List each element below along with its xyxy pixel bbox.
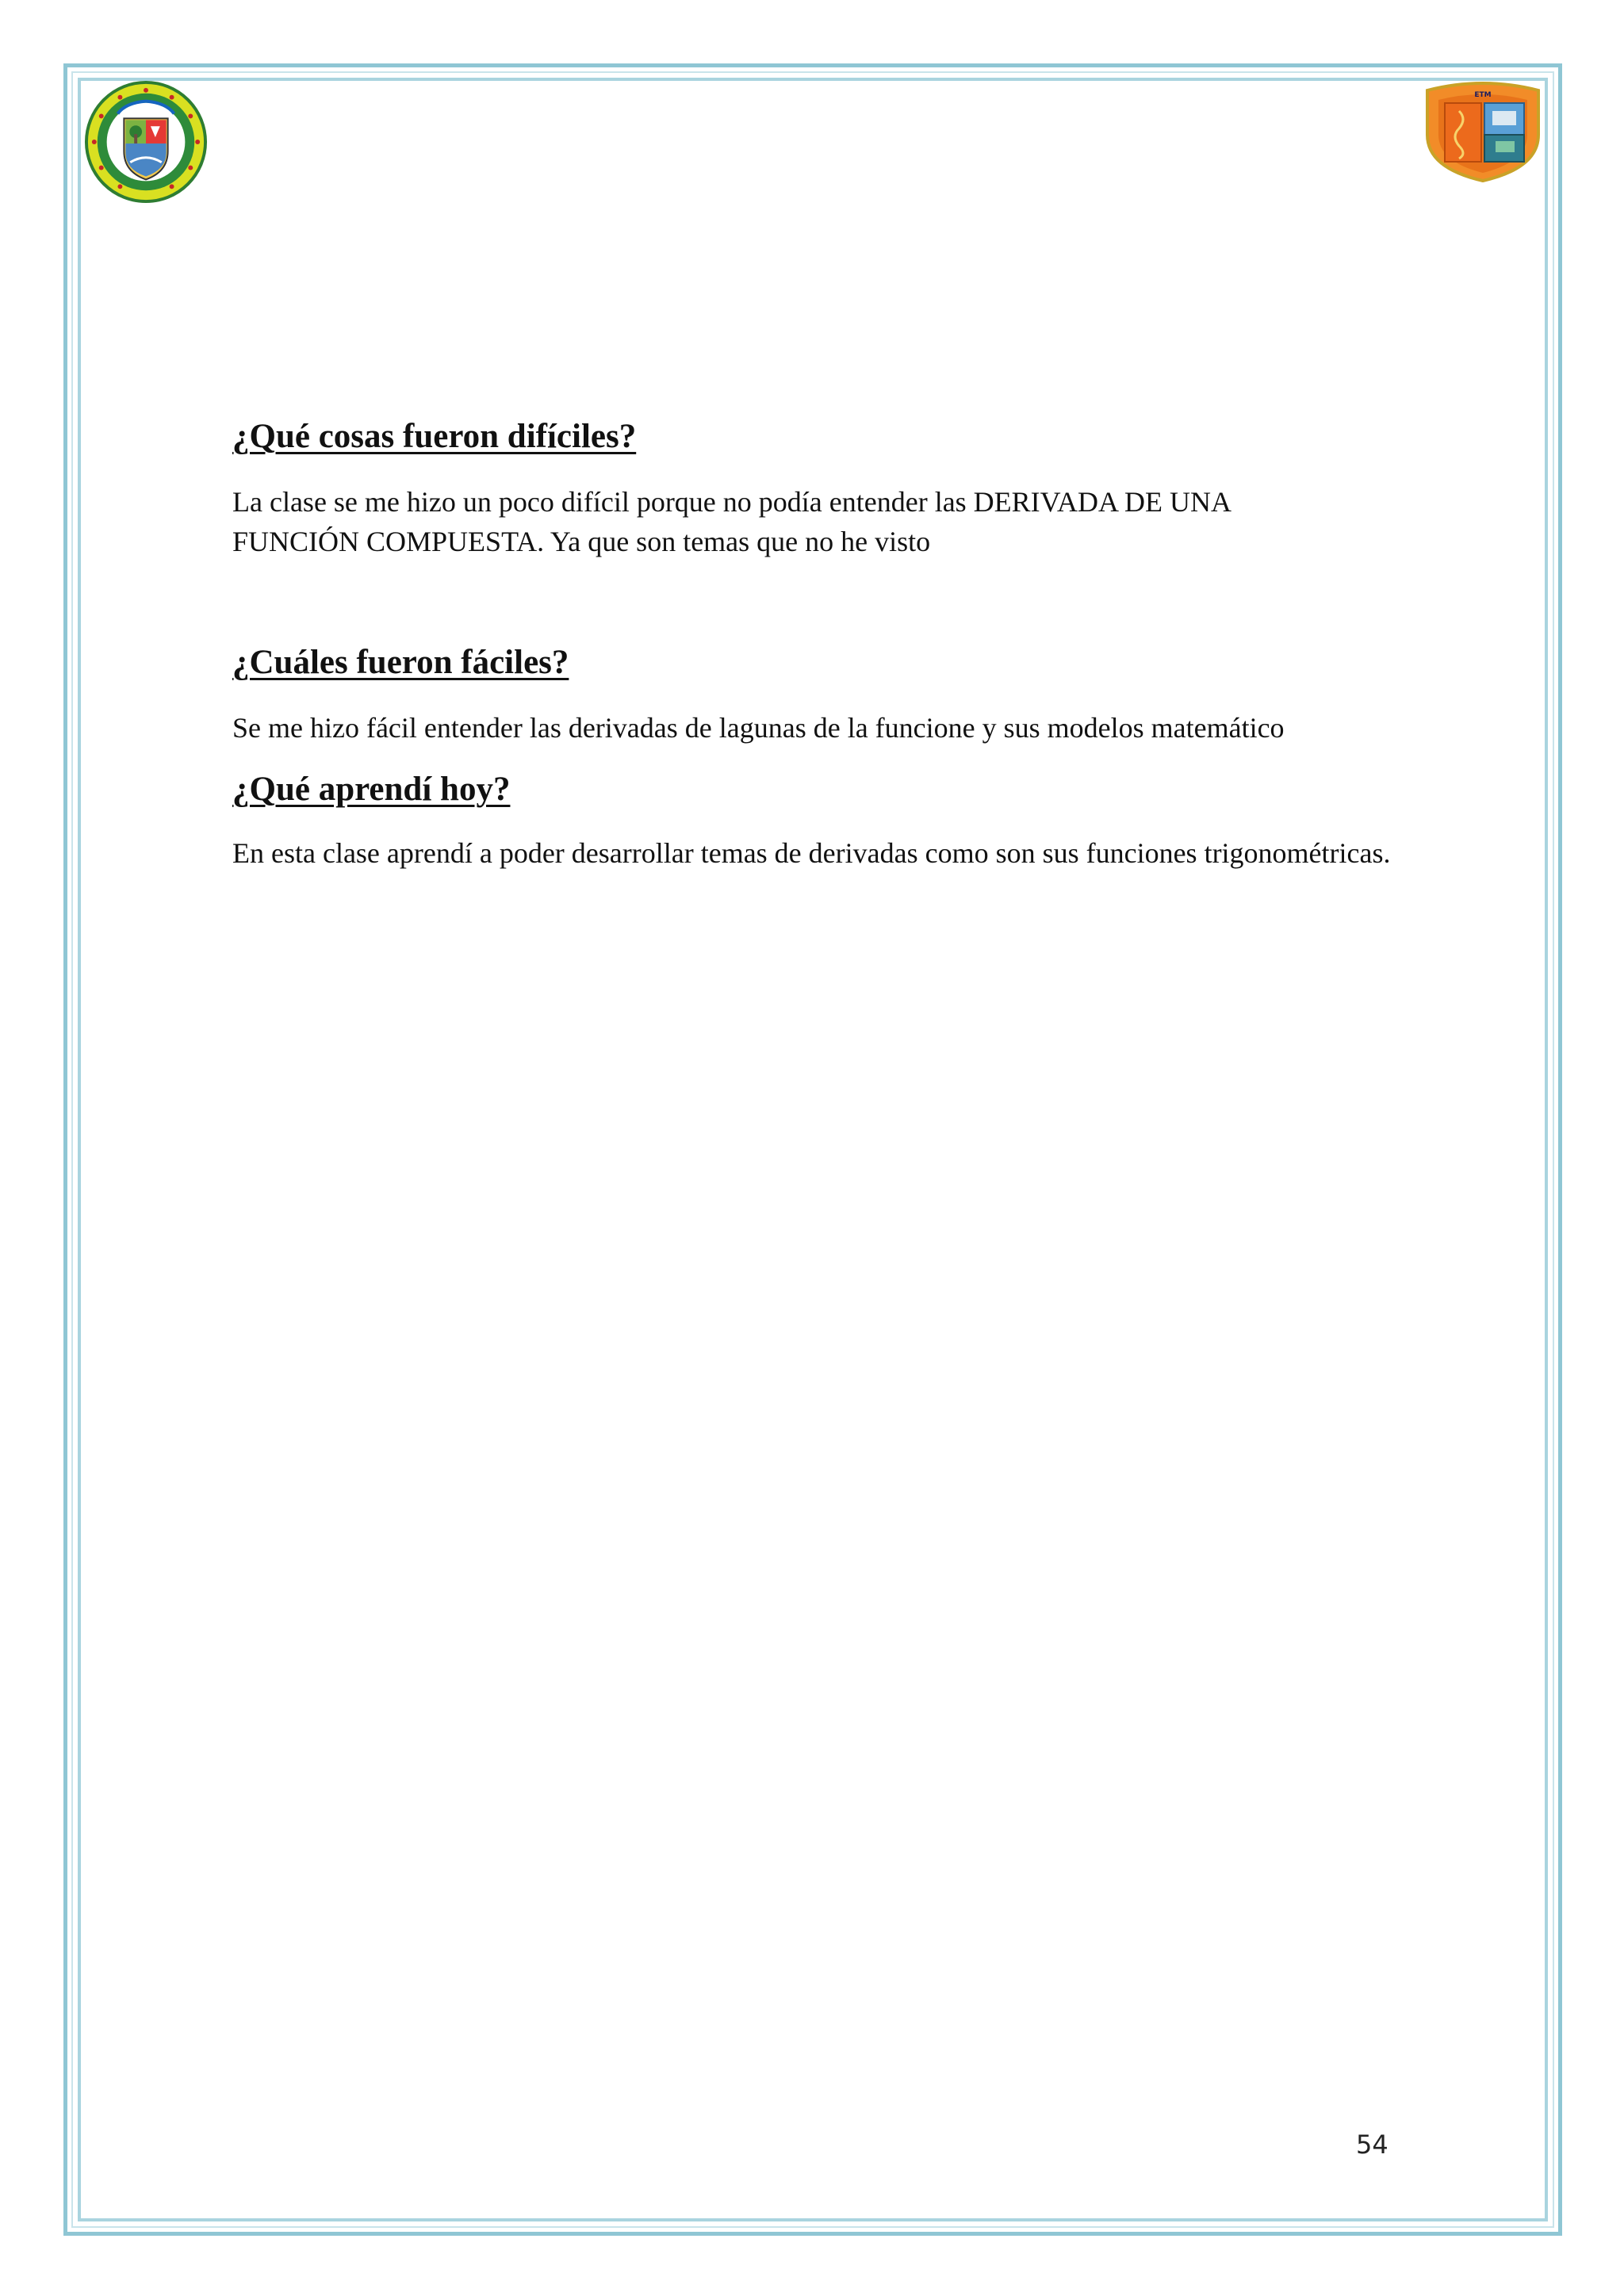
answer-aprendi: En esta clase aprendí a poder desarrollar temas de derivadas como son sus funciones trigonométricas. <box>232 837 1391 869</box>
heading-dificiles: ¿Qué cosas fueron difíciles? <box>232 418 637 455</box>
page-border-inner <box>78 78 1548 2221</box>
faculty-shield-icon <box>1419 79 1546 182</box>
page-number: 54 <box>1356 2130 1388 2160</box>
svg-text:ETM: ETM <box>1474 91 1492 99</box>
answer-dificiles-line-1: La clase se me hizo un poco difícil porque no podía entender las DERIVADA DE UNA <box>232 486 1232 518</box>
reflection-content <box>232 412 1394 871</box>
heading-faciles: ¿Cuáles fueron fáciles? <box>232 644 569 681</box>
answer-faciles-line-1: Se me hizo fácil entender las derivadas de lagunas de la funcione y sus modelos matemático <box>232 712 1285 744</box>
heading-aprendi: ¿Qué aprendí hoy? <box>232 771 511 808</box>
university-seal-icon <box>83 79 209 205</box>
answer-dificiles-line-2: FUNCIÓN COMPUESTA. Ya que son temas que no he visto <box>232 526 931 557</box>
